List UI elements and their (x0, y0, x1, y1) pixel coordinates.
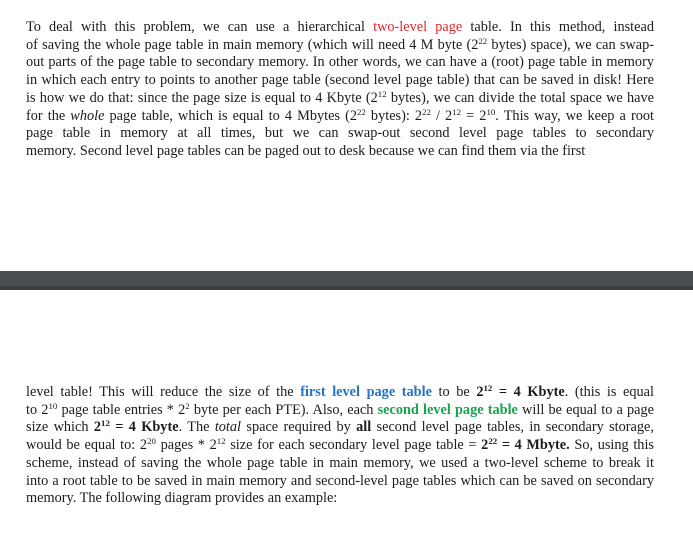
text-line: size which $2^{12} = 4$ Kbyte. The total space required by all second level page tables, in secondary storage, (26, 418, 654, 436)
text-line: for the whole page table, which is equal to 4 Mbytes ($2^{22}$ bytes): $2^{22} / 2^{12} = 2^{10}$. This way, we keep a root (26, 106, 654, 124)
paragraph-table-sizes (26, 384, 654, 508)
highlight-second-level-page-table: second level page table (377, 401, 518, 418)
document-page-1 (0, 0, 693, 271)
text-line: would be equal to: $2^{20}$ pages * $2^{12}$ size for each secondary level page table = $2^{22} = 4$ Mbyte. So, using this (26, 436, 654, 454)
text-line: To deal with this problem, we can use a hierarchical two-level page table. In this method, instead (26, 19, 654, 35)
highlight-first-level-page-table: first level page table (300, 384, 432, 400)
text-line: out parts of the page table to secondary memory. In other words, we can have a (root) page table in memory (26, 54, 654, 71)
text-line: scheme, instead of saving the whole page table in main memory, we used a two-level scheme to break it (26, 454, 654, 471)
text-line: is how we do that: since the page size is equal to 4 Kbyte ($2^{12}$ bytes), we can divide the total space we have (26, 88, 655, 106)
text-line: into a root table to be saved in main memory and second-level page tables which can be saved on secondary (26, 472, 654, 489)
text-line: to $2^{10}$ page table entries * $2^2$ byte per each PTE). Also, each second level page table will be equal to a page (26, 400, 654, 418)
text-line: memory. Second level page tables can be paged out to desk because we can find them via the first (26, 142, 586, 159)
text-line: page table in memory at all times, but we can swap-out second level page tables to secondary (26, 125, 654, 142)
text-line: level table! This will reduce the size of the first level page table to be $2^{12} = 4$ Kbyte. (this is equal (26, 383, 654, 400)
text-line: memory. The following diagram provides an example: (26, 490, 338, 507)
highlight-two-level-page: two-level page (373, 19, 463, 35)
page-separator (0, 271, 693, 290)
text-line: in which each entry to points to another page table (second level page table) that can be saved in disk! Here (26, 72, 654, 89)
document-page-2 (0, 290, 693, 550)
paragraph-two-level-intro (26, 19, 654, 161)
text-line: of saving the whole page table in main memory (which will need 4 M byte ($2^{22}$ bytes) space), we can swap- (26, 35, 654, 53)
